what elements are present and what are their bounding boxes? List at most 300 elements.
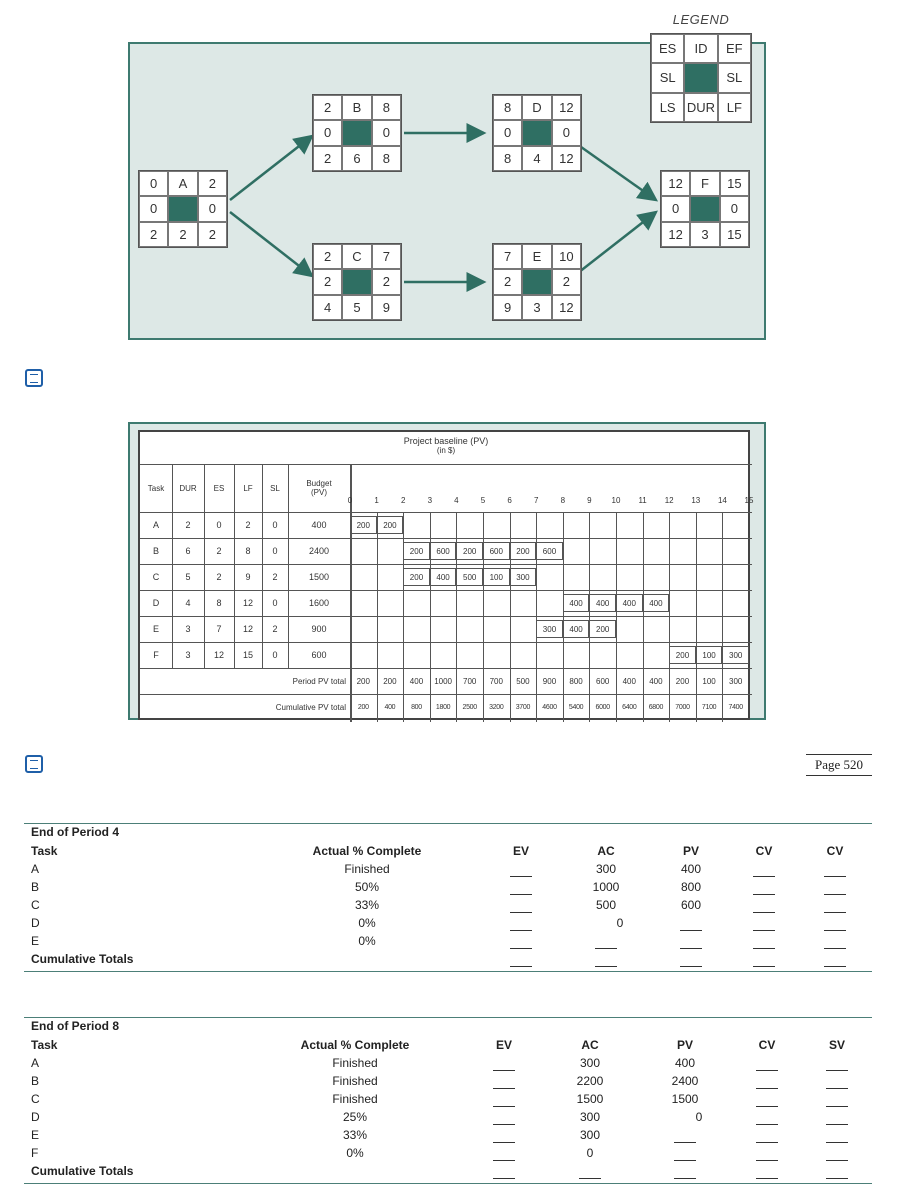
node-cell: 4 bbox=[313, 295, 342, 320]
node-cell: 9 bbox=[372, 295, 401, 320]
node-cell: 2 bbox=[198, 171, 227, 196]
period-label: 5 bbox=[480, 495, 486, 505]
sv-blank[interactable] bbox=[826, 1070, 848, 1071]
node-cell: EF bbox=[718, 34, 751, 63]
node-cell: 2 bbox=[552, 269, 581, 294]
pv-blank[interactable] bbox=[674, 1160, 696, 1161]
cumulative-total: 3200 bbox=[489, 703, 504, 711]
pv-value: 400 bbox=[589, 594, 616, 612]
node-cell: 3 bbox=[690, 222, 719, 247]
pv-value: 100 bbox=[483, 568, 510, 586]
row-ac: 0 bbox=[586, 1146, 594, 1160]
row-pv: 400 bbox=[680, 862, 702, 876]
row-task: C bbox=[152, 572, 160, 582]
node-cell: 0 bbox=[661, 196, 690, 221]
cumulative-total: 6400 bbox=[622, 703, 637, 711]
row-task: A bbox=[152, 520, 159, 530]
node-cell: 10 bbox=[552, 244, 581, 269]
row-pv: 1500 bbox=[671, 1092, 699, 1106]
row-lf: 2 bbox=[245, 520, 251, 530]
table-rule bbox=[24, 823, 872, 824]
header-ev: EV bbox=[512, 844, 530, 858]
cv-blank[interactable] bbox=[756, 1106, 778, 1107]
pv-value: 500 bbox=[456, 568, 483, 586]
ev-blank[interactable] bbox=[493, 1070, 515, 1071]
header-sv: CV bbox=[826, 844, 844, 858]
row-sl: 0 bbox=[272, 546, 278, 556]
row-pct: 0% bbox=[358, 934, 376, 948]
row-ac: 300 bbox=[595, 862, 617, 876]
header-3: LF bbox=[243, 483, 253, 493]
header-0: Task bbox=[147, 483, 165, 493]
row-pv: 800 bbox=[680, 880, 702, 894]
legend-box bbox=[650, 33, 752, 123]
notes-icon[interactable] bbox=[25, 369, 43, 387]
node-cell: 12 bbox=[552, 95, 581, 120]
header-pv: PV bbox=[676, 1038, 694, 1052]
row-task: F bbox=[31, 1146, 39, 1160]
period-label: 8 bbox=[560, 495, 566, 505]
node-cell: A bbox=[168, 171, 197, 196]
cumulative-total: 4600 bbox=[542, 703, 557, 711]
period-total: 900 bbox=[542, 676, 557, 686]
cv-blank[interactable] bbox=[753, 876, 775, 877]
row-lf: 12 bbox=[242, 598, 253, 608]
period-title: End of Period 8 bbox=[31, 1019, 120, 1033]
row-lf: 15 bbox=[242, 650, 253, 660]
node-e bbox=[492, 243, 582, 321]
cv-blank[interactable] bbox=[753, 948, 775, 949]
period-total: 600 bbox=[596, 676, 610, 686]
sv-blank[interactable] bbox=[824, 876, 846, 877]
node-cell: 0 bbox=[720, 196, 749, 221]
node-cell: 2 bbox=[313, 146, 342, 171]
row-pct: Finished bbox=[332, 1074, 378, 1088]
row-budget: 1500 bbox=[308, 572, 330, 582]
sv-blank[interactable] bbox=[824, 930, 846, 931]
pv-value: 400 bbox=[563, 620, 590, 638]
period-label: 15 bbox=[744, 495, 754, 505]
ev-blank[interactable] bbox=[493, 1124, 515, 1125]
node-center-fill bbox=[168, 196, 197, 221]
pv-total-blank[interactable] bbox=[680, 966, 702, 967]
pv-value: 200 bbox=[510, 542, 537, 560]
sv-blank[interactable] bbox=[826, 1124, 848, 1125]
pv-value: 400 bbox=[563, 594, 590, 612]
pv-value: 200 bbox=[377, 516, 404, 534]
sv-blank[interactable] bbox=[824, 948, 846, 949]
ev-blank[interactable] bbox=[510, 912, 532, 913]
row-pct: 33% bbox=[342, 1128, 368, 1142]
row-ac: 500 bbox=[595, 898, 617, 912]
node-cell: 4 bbox=[522, 146, 551, 171]
cumulative-total: 7400 bbox=[728, 703, 743, 711]
row-task: B bbox=[152, 546, 159, 556]
node-cell: 2 bbox=[313, 95, 342, 120]
cumulative-total: 400 bbox=[384, 703, 396, 711]
header-pct: Actual % Complete bbox=[312, 844, 422, 858]
cumulative-total: 6800 bbox=[648, 703, 664, 711]
node-cell: 0 bbox=[198, 196, 227, 221]
row-lf: 12 bbox=[242, 624, 253, 634]
sv-blank[interactable] bbox=[826, 1142, 848, 1143]
row-pct: 0% bbox=[358, 916, 376, 930]
node-cell: 12 bbox=[552, 295, 581, 320]
period-label: 11 bbox=[638, 495, 647, 505]
ev-blank[interactable] bbox=[510, 948, 532, 949]
baseline-subtitle: (in $) bbox=[436, 446, 456, 455]
node-cell: 8 bbox=[493, 95, 522, 120]
row-task: E bbox=[31, 934, 40, 948]
period-label: 9 bbox=[587, 495, 592, 505]
header-task: Task bbox=[31, 844, 58, 858]
row-es: 0 bbox=[216, 520, 222, 530]
cumulative-total: 800 bbox=[411, 703, 422, 711]
header-cv: CV bbox=[755, 844, 773, 858]
period-total-label: Period PV total bbox=[292, 676, 346, 686]
ev-blank[interactable] bbox=[493, 1142, 515, 1143]
period8-table bbox=[24, 1017, 872, 1183]
node-center-fill bbox=[342, 120, 371, 145]
sv-blank[interactable] bbox=[826, 1088, 848, 1089]
row-pv: 2400 bbox=[671, 1074, 699, 1088]
cv-blank[interactable] bbox=[756, 1142, 778, 1143]
node-cell: 2 bbox=[198, 222, 227, 247]
row-pct: 33% bbox=[354, 898, 380, 912]
sv-total-blank[interactable] bbox=[826, 1178, 848, 1179]
cumulative-total: 1800 bbox=[435, 703, 451, 711]
row-ac: 300 bbox=[579, 1056, 601, 1070]
period-total: 100 bbox=[702, 676, 716, 686]
row-budget: 900 bbox=[311, 624, 327, 634]
period-label: 10 bbox=[611, 495, 621, 505]
ev-blank[interactable] bbox=[510, 930, 532, 931]
row-dur: 3 bbox=[185, 624, 191, 634]
pv-blank[interactable] bbox=[680, 930, 702, 931]
ac-blank[interactable] bbox=[595, 948, 617, 949]
pv-value: 200 bbox=[669, 646, 696, 664]
header-1: DUR bbox=[179, 483, 197, 493]
row-pct: Finished bbox=[332, 1056, 378, 1070]
row-budget: 1600 bbox=[308, 598, 330, 608]
header-4: SL bbox=[270, 483, 280, 493]
node-cell: 2 bbox=[313, 244, 342, 269]
pv-value: 400 bbox=[430, 568, 457, 586]
row-sl: 0 bbox=[272, 650, 278, 660]
row-pct: Finished bbox=[344, 862, 390, 876]
node-cell: C bbox=[342, 244, 371, 269]
ev-total-blank[interactable] bbox=[493, 1178, 515, 1179]
cv-blank[interactable] bbox=[756, 1088, 778, 1089]
row-dur: 6 bbox=[185, 546, 191, 556]
node-cell: 3 bbox=[522, 295, 551, 320]
header-5: Budget (PV) bbox=[306, 479, 332, 497]
cv-blank[interactable] bbox=[756, 1124, 778, 1125]
node-cell: 2 bbox=[139, 222, 168, 247]
row-pv: 0 bbox=[695, 1110, 703, 1124]
period-label: 14 bbox=[717, 495, 727, 505]
row-task: E bbox=[31, 1128, 40, 1142]
node-cell: E bbox=[522, 244, 551, 269]
period-label: 12 bbox=[664, 495, 674, 505]
cv-blank[interactable] bbox=[756, 1160, 778, 1161]
node-cell: 0 bbox=[139, 171, 168, 196]
pv-blank[interactable] bbox=[680, 948, 702, 949]
row-sl: 0 bbox=[272, 520, 278, 530]
row-task: D bbox=[31, 1110, 40, 1124]
node-cell: F bbox=[690, 171, 719, 196]
row-ac: 300 bbox=[579, 1110, 601, 1124]
row-budget: 400 bbox=[311, 520, 327, 530]
legend-title: LEGEND bbox=[672, 12, 730, 27]
pv-value: 200 bbox=[589, 620, 616, 638]
node-cell: 12 bbox=[552, 146, 581, 171]
period-total: 400 bbox=[649, 676, 663, 686]
header-cv: CV bbox=[758, 1038, 776, 1052]
pv-blank[interactable] bbox=[674, 1142, 696, 1143]
ev-blank[interactable] bbox=[510, 894, 532, 895]
node-c bbox=[312, 243, 402, 321]
cv-blank[interactable] bbox=[753, 930, 775, 931]
node-cell: SL bbox=[718, 63, 751, 92]
cumulative-total: 3700 bbox=[515, 703, 531, 711]
node-a bbox=[138, 170, 228, 248]
row-dur: 5 bbox=[185, 572, 191, 582]
node-f bbox=[660, 170, 750, 248]
period-total: 700 bbox=[489, 676, 503, 686]
node-cell: 2 bbox=[372, 269, 401, 294]
cumulative-total: 2500 bbox=[462, 703, 477, 711]
row-es: 2 bbox=[216, 546, 222, 556]
row-pct: 50% bbox=[354, 880, 380, 894]
row-task: B bbox=[31, 1074, 40, 1088]
pv-value: 200 bbox=[456, 542, 483, 560]
node-cell: 2 bbox=[493, 269, 522, 294]
row-ac: 0 bbox=[616, 916, 624, 930]
period-title: End of Period 4 bbox=[31, 825, 120, 839]
ev-total-blank[interactable] bbox=[510, 966, 532, 967]
sv-blank[interactable] bbox=[826, 1160, 848, 1161]
row-es: 12 bbox=[213, 650, 224, 660]
row-task: D bbox=[31, 916, 40, 930]
node-cell: 15 bbox=[720, 222, 749, 247]
ev-blank[interactable] bbox=[510, 876, 532, 877]
table-rule bbox=[24, 1017, 872, 1018]
period-label: 7 bbox=[533, 495, 539, 505]
cumulative-totals-label: Cumulative Totals bbox=[31, 1164, 134, 1178]
period-total: 500 bbox=[516, 676, 530, 686]
row-es: 8 bbox=[216, 598, 222, 608]
pv-value: 200 bbox=[403, 568, 430, 586]
sv-blank[interactable] bbox=[826, 1106, 848, 1107]
pv-value: 600 bbox=[483, 542, 510, 560]
sv-blank[interactable] bbox=[824, 912, 846, 913]
period-total: 300 bbox=[729, 676, 743, 686]
sv-total-blank[interactable] bbox=[824, 966, 846, 967]
table-rule bbox=[24, 971, 872, 972]
row-ac: 1000 bbox=[592, 880, 620, 894]
cumulative-total: 7000 bbox=[675, 703, 690, 711]
cumulative-total: 6000 bbox=[595, 703, 610, 711]
pv-value: 400 bbox=[616, 594, 643, 612]
table-rule bbox=[24, 1183, 872, 1184]
period4-table bbox=[24, 823, 872, 969]
node-cell: 0 bbox=[552, 120, 581, 145]
node-cell: ID bbox=[684, 34, 717, 63]
node-cell: ES bbox=[651, 34, 684, 63]
row-lf: 9 bbox=[245, 572, 251, 582]
node-center-fill bbox=[522, 120, 551, 145]
pv-value: 300 bbox=[536, 620, 563, 638]
sv-blank[interactable] bbox=[824, 894, 846, 895]
row-task: C bbox=[31, 898, 40, 912]
node-cell: 12 bbox=[661, 222, 690, 247]
node-cell: 2 bbox=[168, 222, 197, 247]
node-cell: 12 bbox=[661, 171, 690, 196]
row-ac: 300 bbox=[579, 1128, 601, 1142]
node-center-fill bbox=[684, 63, 717, 92]
row-task: F bbox=[153, 650, 159, 660]
period-label: 2 bbox=[400, 495, 406, 505]
row-pct: Finished bbox=[332, 1092, 378, 1106]
period-label: 3 bbox=[427, 495, 433, 505]
cv-total-blank[interactable] bbox=[756, 1178, 778, 1179]
row-es: 7 bbox=[216, 624, 222, 634]
pv-value: 100 bbox=[696, 646, 723, 664]
row-lf: 8 bbox=[245, 546, 251, 556]
page-label: Page 520 bbox=[806, 754, 872, 776]
node-cell: LF bbox=[718, 93, 751, 122]
node-cell: 8 bbox=[372, 146, 401, 171]
period-total: 700 bbox=[463, 676, 477, 686]
row-task: A bbox=[31, 862, 40, 876]
row-dur: 4 bbox=[185, 598, 191, 608]
pv-value: 300 bbox=[510, 568, 537, 586]
baseline-table bbox=[138, 430, 754, 720]
pv-value: 600 bbox=[430, 542, 457, 560]
period-total: 800 bbox=[569, 676, 583, 686]
period-total: 400 bbox=[622, 676, 636, 686]
node-cell: 2 bbox=[313, 269, 342, 294]
header-task: Task bbox=[31, 1038, 58, 1052]
header-sv: SV bbox=[828, 1038, 846, 1052]
node-cell: B bbox=[342, 95, 371, 120]
cv-blank[interactable] bbox=[756, 1070, 778, 1071]
node-cell: LS bbox=[651, 93, 684, 122]
period-total: 200 bbox=[356, 676, 370, 686]
node-cell: 0 bbox=[372, 120, 401, 145]
pv-value: 200 bbox=[350, 516, 377, 534]
row-dur: 2 bbox=[185, 520, 191, 530]
row-task: B bbox=[31, 880, 40, 894]
node-b bbox=[312, 94, 402, 172]
row-task: C bbox=[31, 1092, 40, 1106]
row-dur: 3 bbox=[185, 650, 191, 660]
row-sl: 2 bbox=[272, 572, 278, 582]
cumulative-total: 200 bbox=[357, 703, 369, 711]
node-cell: 0 bbox=[139, 196, 168, 221]
period-label: 4 bbox=[454, 495, 459, 505]
node-cell: 6 bbox=[342, 146, 371, 171]
header-ac: AC bbox=[581, 1038, 599, 1052]
node-cell: 8 bbox=[372, 95, 401, 120]
row-pct: 25% bbox=[342, 1110, 368, 1124]
cumulative-total: 7100 bbox=[701, 703, 717, 711]
pv-value: 200 bbox=[403, 542, 430, 560]
node-cell: 7 bbox=[372, 244, 401, 269]
ac-total-blank[interactable] bbox=[579, 1178, 601, 1179]
pv-value: 600 bbox=[536, 542, 563, 560]
node-cell: 8 bbox=[493, 146, 522, 171]
node-cell: 0 bbox=[313, 120, 342, 145]
period-label: 13 bbox=[691, 495, 701, 505]
node-cell: 15 bbox=[720, 171, 749, 196]
baseline-title: Project baseline (PV) bbox=[403, 435, 489, 446]
row-pct: 0% bbox=[346, 1146, 364, 1160]
row-budget: 600 bbox=[311, 650, 327, 660]
cumulative-total: 5400 bbox=[568, 703, 584, 711]
cv-blank[interactable] bbox=[753, 912, 775, 913]
cumulative-total-label: Cumulative PV total bbox=[275, 702, 346, 712]
node-cell: DUR bbox=[684, 93, 717, 122]
period-total: 200 bbox=[383, 676, 397, 686]
row-pv: 600 bbox=[680, 898, 702, 912]
period-label: 6 bbox=[507, 495, 512, 505]
pv-value: 400 bbox=[643, 594, 670, 612]
header-pv: PV bbox=[682, 844, 700, 858]
row-es: 2 bbox=[216, 572, 222, 582]
header-ac: AC bbox=[597, 844, 615, 858]
period-label: 0 bbox=[347, 495, 353, 505]
period-total: 400 bbox=[409, 676, 424, 686]
cumulative-totals-label: Cumulative Totals bbox=[31, 952, 134, 966]
row-task: A bbox=[31, 1056, 40, 1070]
period-total: 200 bbox=[675, 676, 690, 686]
header-ev: EV bbox=[495, 1038, 513, 1052]
pv-total-blank[interactable] bbox=[674, 1178, 696, 1179]
node-center-fill bbox=[522, 269, 551, 294]
cv-blank[interactable] bbox=[753, 894, 775, 895]
cv-total-blank[interactable] bbox=[753, 966, 775, 967]
node-cell: SL bbox=[651, 63, 684, 92]
node-cell: 5 bbox=[342, 295, 371, 320]
node-center-fill bbox=[690, 196, 719, 221]
row-budget: 2400 bbox=[308, 546, 330, 556]
header-2: ES bbox=[213, 483, 225, 493]
node-cell: D bbox=[522, 95, 551, 120]
pv-value: 300 bbox=[722, 646, 749, 664]
node-cell: 7 bbox=[493, 244, 522, 269]
ev-blank[interactable] bbox=[493, 1106, 515, 1107]
node-center-fill bbox=[342, 269, 371, 294]
period-total: 1000 bbox=[434, 676, 452, 686]
row-sl: 0 bbox=[272, 598, 278, 608]
period-label: 1 bbox=[374, 495, 379, 505]
node-d bbox=[492, 94, 582, 172]
ac-total-blank[interactable] bbox=[595, 966, 617, 967]
node-cell: 9 bbox=[493, 295, 522, 320]
header-pct: Actual % Complete bbox=[300, 1038, 410, 1052]
notes-icon[interactable] bbox=[25, 755, 43, 773]
ev-blank[interactable] bbox=[493, 1088, 515, 1089]
row-ac: 2200 bbox=[576, 1074, 604, 1088]
row-ac: 1500 bbox=[576, 1092, 604, 1106]
row-task: E bbox=[152, 624, 159, 634]
ev-blank[interactable] bbox=[493, 1160, 515, 1161]
row-sl: 2 bbox=[272, 624, 278, 634]
row-pv: 400 bbox=[674, 1056, 696, 1070]
row-task: D bbox=[152, 598, 160, 608]
